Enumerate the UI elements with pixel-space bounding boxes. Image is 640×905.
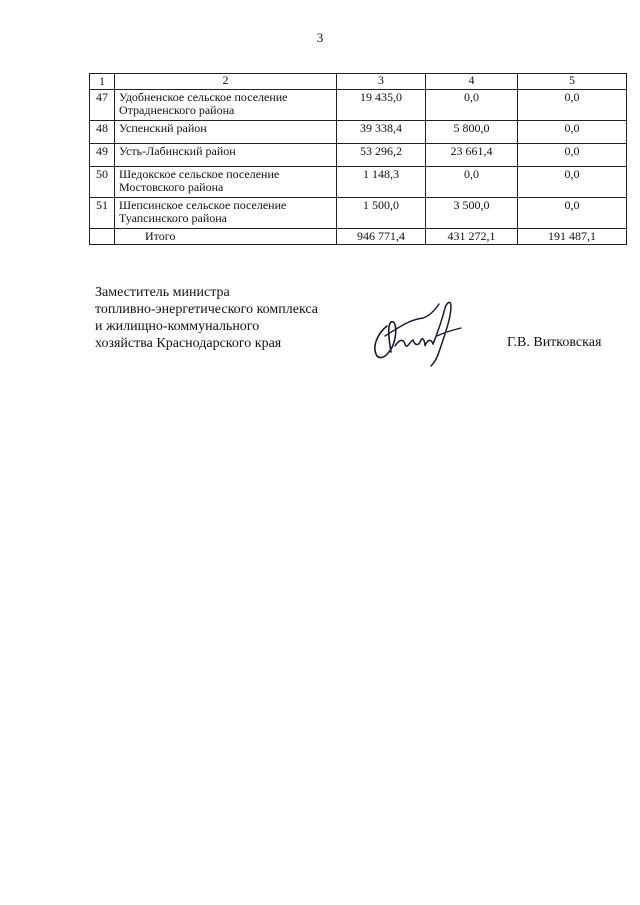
page-number: 3 [316,30,324,45]
total-number-cell [90,229,115,245]
row-name-line: Успенский район [119,121,207,135]
row-name-line: Усть-Лабинский район [119,144,236,158]
table-total-row [90,229,627,245]
signatory-title [95,284,318,352]
row-name [115,90,337,121]
row-col-5: 0,0 [518,90,627,121]
total-col-4: 431 272,1 [426,229,518,245]
row-col-3: 1 148,3 [337,167,426,198]
header-col-3: 3 [337,74,426,90]
row-col-4: 0,0 [426,167,518,198]
row-col-4: 23 661,4 [426,144,518,167]
signatory-title-line: Заместитель министра [95,285,230,300]
header-col-1: 1 [90,74,115,90]
table-row [90,167,627,198]
table-row [90,90,627,121]
row-col-4: 0,0 [426,90,518,121]
row-col-5: 0,0 [518,167,627,198]
row-col-3: 53 296,2 [337,144,426,167]
row-name-line: Отрадненского района [119,103,235,117]
row-name-line: Туапсинского района [119,211,227,225]
table-row [90,144,627,167]
signatory-name: Г.В. Витковская [507,335,602,350]
signatory-title-line: и жилищно-коммунального [95,319,260,334]
signatory-title-line: топливно-энергетического комплекса [95,302,318,317]
row-name [115,144,337,167]
total-col-3: 946 771,4 [337,229,426,245]
row-number: 50 [90,167,115,198]
row-col-3: 39 338,4 [337,121,426,144]
row-col-4: 3 500,0 [426,198,518,229]
row-number: 49 [90,144,115,167]
row-name-line: Шепсинское сельское поселение [119,198,287,212]
row-name-line: Мостовского района [119,180,224,194]
row-name [115,121,337,144]
budget-table [89,73,627,245]
row-name-line: Шедокское сельское поселение [119,167,280,181]
signatory-title-line: хозяйства Краснодарского края [95,336,282,351]
row-name [115,198,337,229]
row-name-line: Удобненское сельское поселение [119,90,288,104]
table-row [90,198,627,229]
row-col-5: 0,0 [518,144,627,167]
row-col-3: 1 500,0 [337,198,426,229]
total-col-5: 191 487,1 [518,229,627,245]
table-row [90,121,627,144]
row-col-5: 0,0 [518,198,627,229]
row-col-3: 19 435,0 [337,90,426,121]
row-number: 48 [90,121,115,144]
row-col-5: 0,0 [518,121,627,144]
header-col-5: 5 [518,74,627,90]
row-name [115,167,337,198]
row-col-4: 5 800,0 [426,121,518,144]
row-number: 47 [90,90,115,121]
header-col-2: 2 [115,74,337,90]
header-col-4: 4 [426,74,518,90]
total-label: Итого [115,229,337,245]
handwritten-signature [365,296,465,368]
table-header-row [90,74,627,90]
row-number: 51 [90,198,115,229]
